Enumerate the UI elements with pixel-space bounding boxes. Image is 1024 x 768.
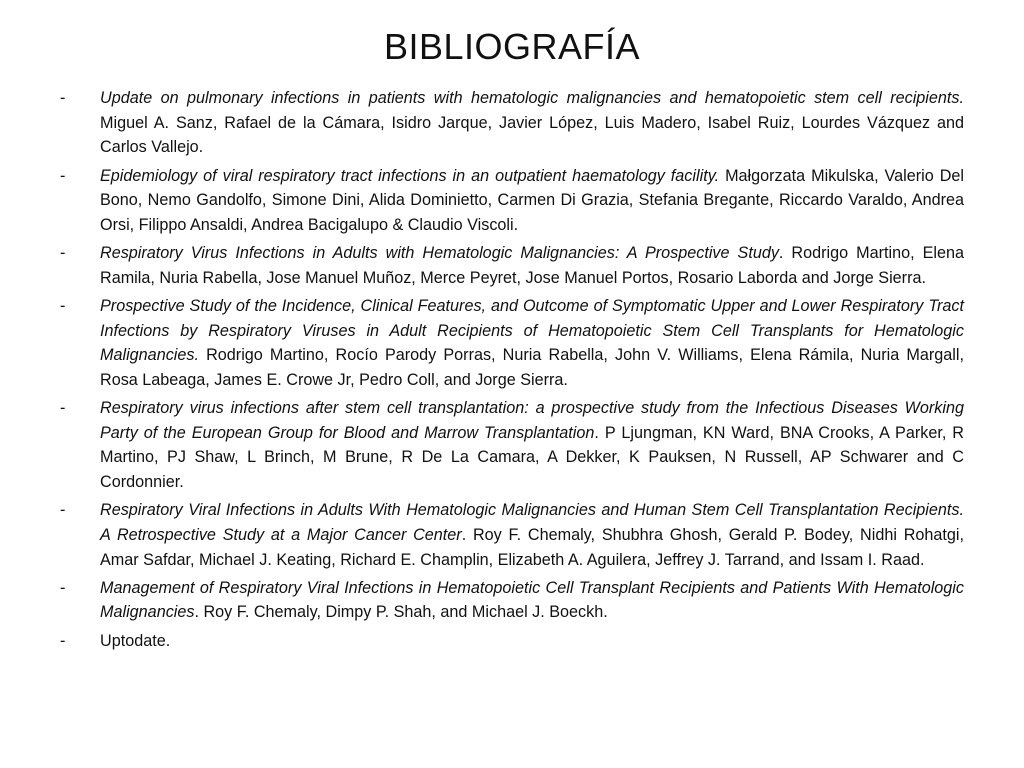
bullet-dash: - <box>60 399 66 417</box>
reference-item <box>60 396 964 495</box>
bullet-dash: - <box>60 296 66 315</box>
reference-title: Respiratory Virus Infections in Adults with Hematologic Malignancies: A Prospective Study <box>100 244 779 262</box>
bullet-dash: - <box>60 631 66 650</box>
bullet-dash: - <box>60 244 66 262</box>
reference-authors: . Rodrigo Martino, Elena Ramila, Nuria Rabella, Jose Manuel Muñoz, Merce Peyret, Jose Manuel Portos, Rosario Laborda and Jorge Sierra. <box>100 244 964 287</box>
bullet-dash: - <box>60 89 66 107</box>
bullet-dash: - <box>60 166 66 185</box>
slide-title: BIBLIOGRAFÍA <box>383 26 641 67</box>
reference-authors: . P Ljungman, KN Ward, BNA Crooks, A Parker, R Martino, PJ Shaw, L Brinch, M Brune, R De La Camara, A Dekker, K Pauksen, N Russell, AP Schwarer and C Cordonnier. <box>100 423 964 492</box>
reference-list <box>60 86 964 657</box>
reference-title: Update on pulmonary infections in patients with hematologic malignancies and hematopoietic stem cell recipients. <box>100 89 964 107</box>
reference-item <box>60 576 964 625</box>
reference-item <box>60 294 964 393</box>
reference-authors: Rodrigo Martino, Rocío Parody Porras, Nuria Rabella, John V. Williams, Elena Rámila, Nuria Margall, Rosa Labeaga, James E. Crowe Jr, Pedro Coll, and Jorge Sierra. <box>100 346 964 389</box>
bullet-dash: - <box>60 578 66 597</box>
reference-item <box>60 86 964 160</box>
reference-title: Epidemiology of viral respiratory tract infections in an outpatient haematology facility. <box>100 166 720 185</box>
reference-title: Prospective Study of the Incidence, Clinical Features, and Outcome of Symptomatic Upper and Lower Respiratory Tract Infections by Respiratory Viruses in Adult Recipients of Hematopoietic Stem Cell Transplants for Hematologic Malignancies. <box>100 296 964 365</box>
reference-item <box>60 629 964 654</box>
reference-authors: Małgorzata Mikulska, Valerio Del Bono, Nemo Gandolfo, Simone Dini, Alida Dominietto, Carmen Di Grazia, Stefania Bregante, Riccardo Varaldo, Andrea Orsi, Filippo Ansaldi, Andrea Bacigalupo & Claudio Viscoli. <box>100 166 964 234</box>
reference-item <box>60 241 964 290</box>
reference-authors: Miguel A. Sanz, Rafael de la Cámara, Isidro Jarque, Javier López, Luis Madero, Isabel Ruiz, Lourdes Vázquez and Carlos Vallejo. <box>100 113 964 157</box>
reference-title: Respiratory Viral Infections in Adults With Hematologic Malignancies and Human Stem Cell Transplantation Recipients. A Retrospective Study at a Major Cancer Center <box>100 501 964 544</box>
reference-authors: . Roy F. Chemaly, Shubhra Ghosh, Gerald P. Bodey, Nidhi Rohatgi, Amar Safdar, Michael J. Keating, Richard E. Champlin, Elizabeth A. Aguilera, Jeffrey J. Tarrand, and Issam I. Raad. <box>100 525 964 569</box>
bullet-dash: - <box>60 501 66 520</box>
reference-item <box>60 164 964 238</box>
reference-authors: Uptodate. <box>100 631 171 650</box>
reference-authors: . Roy F. Chemaly, Dimpy P. Shah, and Michael J. Boeckh. <box>194 603 608 622</box>
reference-title: Management of Respiratory Viral Infections in Hematopoietic Cell Transplant Recipients and Patients With Hematologic Malignancies <box>100 578 964 622</box>
reference-title: Respiratory virus infections after stem cell transplantation: a prospective study from the Infectious Diseases Working Party of the European Group for Blood and Marrow Transplantation <box>100 399 964 442</box>
reference-item <box>60 498 964 572</box>
